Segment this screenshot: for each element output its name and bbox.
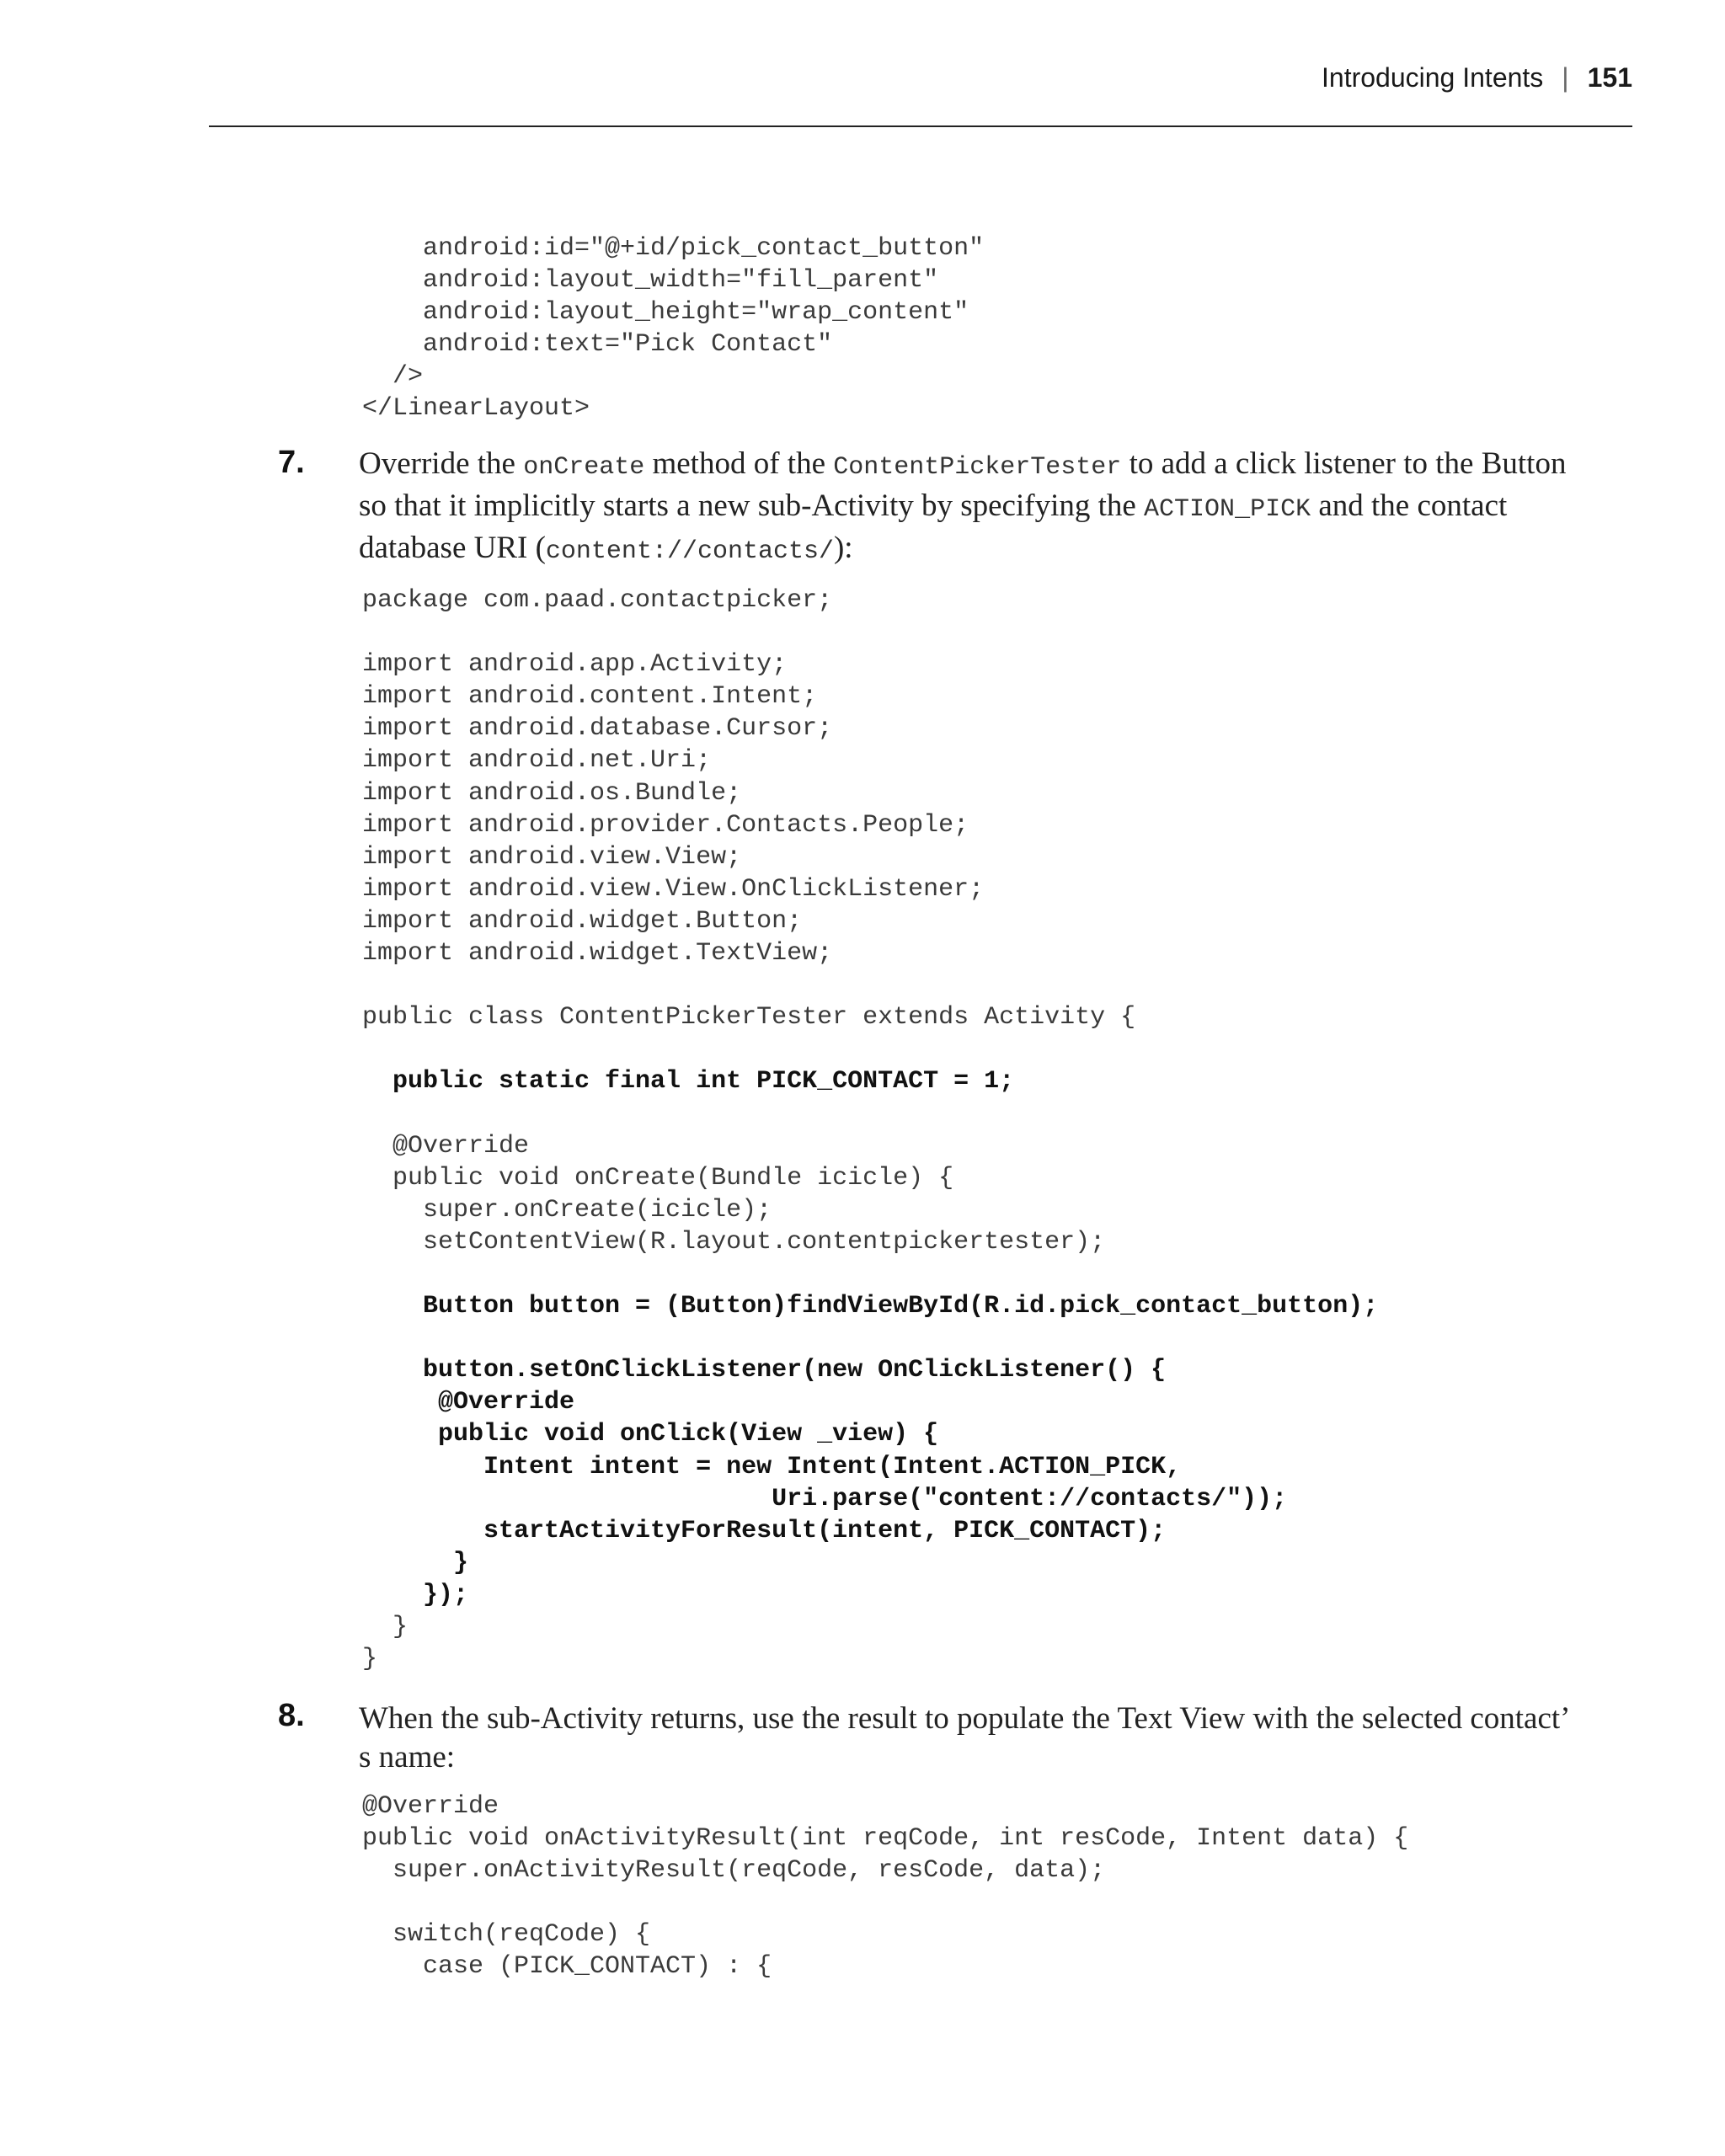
code-line: import android.widget.Button; (362, 906, 803, 936)
step-8-text: When the sub-Activity returns, use the result to populate the Text View with the selected contact’ s name: (359, 1701, 1568, 1774)
code-line: import android.net.Uri; (362, 746, 712, 776)
code-line: case (PICK_CONTACT) : { (362, 1952, 772, 1982)
code-line: } (362, 1548, 469, 1577)
running-header (1322, 62, 1632, 93)
code-line: }); (362, 1580, 469, 1609)
code-line: android:layout_height="wrap_content" (362, 298, 969, 328)
code-line: public void onCreate(Bundle icicle) { (362, 1163, 954, 1193)
inline-code: onCreate (523, 453, 645, 482)
code-line: @Override (362, 1388, 575, 1417)
code-line: </LinearLayout> (362, 394, 590, 424)
code-line: button.setOnClickListener(new OnClickListener() { (362, 1356, 1167, 1385)
code-line: Uri.parse("content://contacts/")); (362, 1484, 1288, 1513)
code-line: super.onActivityResult(reqCode, resCode, data); (362, 1856, 1106, 1886)
inline-code: ACTION_PICK (1144, 495, 1311, 524)
code-line: /> (362, 362, 424, 392)
inline-code: ContentPickerTester (833, 453, 1122, 482)
code-line: android:layout_width="fill_parent" (362, 266, 939, 296)
chapter-title: Introducing Intents (1322, 62, 1544, 93)
code-block-layout-xml (362, 232, 984, 425)
code-line: switch(reqCode) { (362, 1920, 651, 1950)
code-line: import android.database.Cursor; (362, 714, 833, 744)
header-separator: | (1562, 62, 1569, 93)
code-line: @Override (362, 1131, 530, 1161)
code-line: Intent intent = new Intent(Intent.ACTION_PICK, (362, 1452, 1182, 1481)
code-block-content-picker-tester (362, 584, 1378, 1675)
step-number-7: 7. (278, 445, 305, 480)
code-line: import android.widget.TextView; (362, 939, 833, 969)
code-line: Button button = (Button)findViewById(R.id.pick_contact_button); (362, 1292, 1379, 1321)
code-line: } (362, 1645, 378, 1674)
code-line: android:id="@+id/pick_contact_button" (362, 234, 985, 263)
header-rule (209, 125, 1632, 127)
code-line: setContentView(R.layout.contentpickertester); (362, 1227, 1106, 1257)
step-7-text: Override the onCreate method of the ContentPickerTester to add a click listener to the Button so that it implicitly starts a new sub-Activity by specifying the ACTION_PICK and the contact database URI (content://contacts/): (359, 446, 1567, 566)
code-line: startActivityForResult(intent, PICK_CONTACT); (362, 1516, 1167, 1545)
step-number-8: 8. (278, 1698, 305, 1733)
code-line: import android.app.Activity; (362, 650, 788, 680)
code-line: super.onCreate(icicle); (362, 1195, 772, 1225)
code-line: import android.provider.Contacts.People; (362, 810, 969, 840)
code-line: import android.view.View.OnClickListener; (362, 874, 985, 904)
page-number: 151 (1587, 62, 1632, 93)
code-line: import android.content.Intent; (362, 682, 818, 712)
code-line: public static final int PICK_CONTACT = 1; (362, 1067, 1015, 1097)
code-block-on-activity-result (362, 1790, 1408, 1983)
code-line: public void onClick(View _view) { (362, 1420, 939, 1449)
code-line: import android.view.View; (362, 842, 742, 872)
code-line: android:text="Pick Contact" (362, 330, 833, 360)
code-line: public class ContentPickerTester extends Activity { (362, 1003, 1136, 1033)
code-line: } (362, 1613, 409, 1641)
code-line: import android.os.Bundle; (362, 778, 742, 808)
code-line: package com.paad.contactpicker; (362, 586, 833, 615)
code-line: public void onActivityResult(int reqCode, int resCode, Intent data) { (362, 1824, 1409, 1854)
inline-code: content://contacts/ (545, 537, 834, 566)
code-line: @Override (362, 1792, 499, 1821)
